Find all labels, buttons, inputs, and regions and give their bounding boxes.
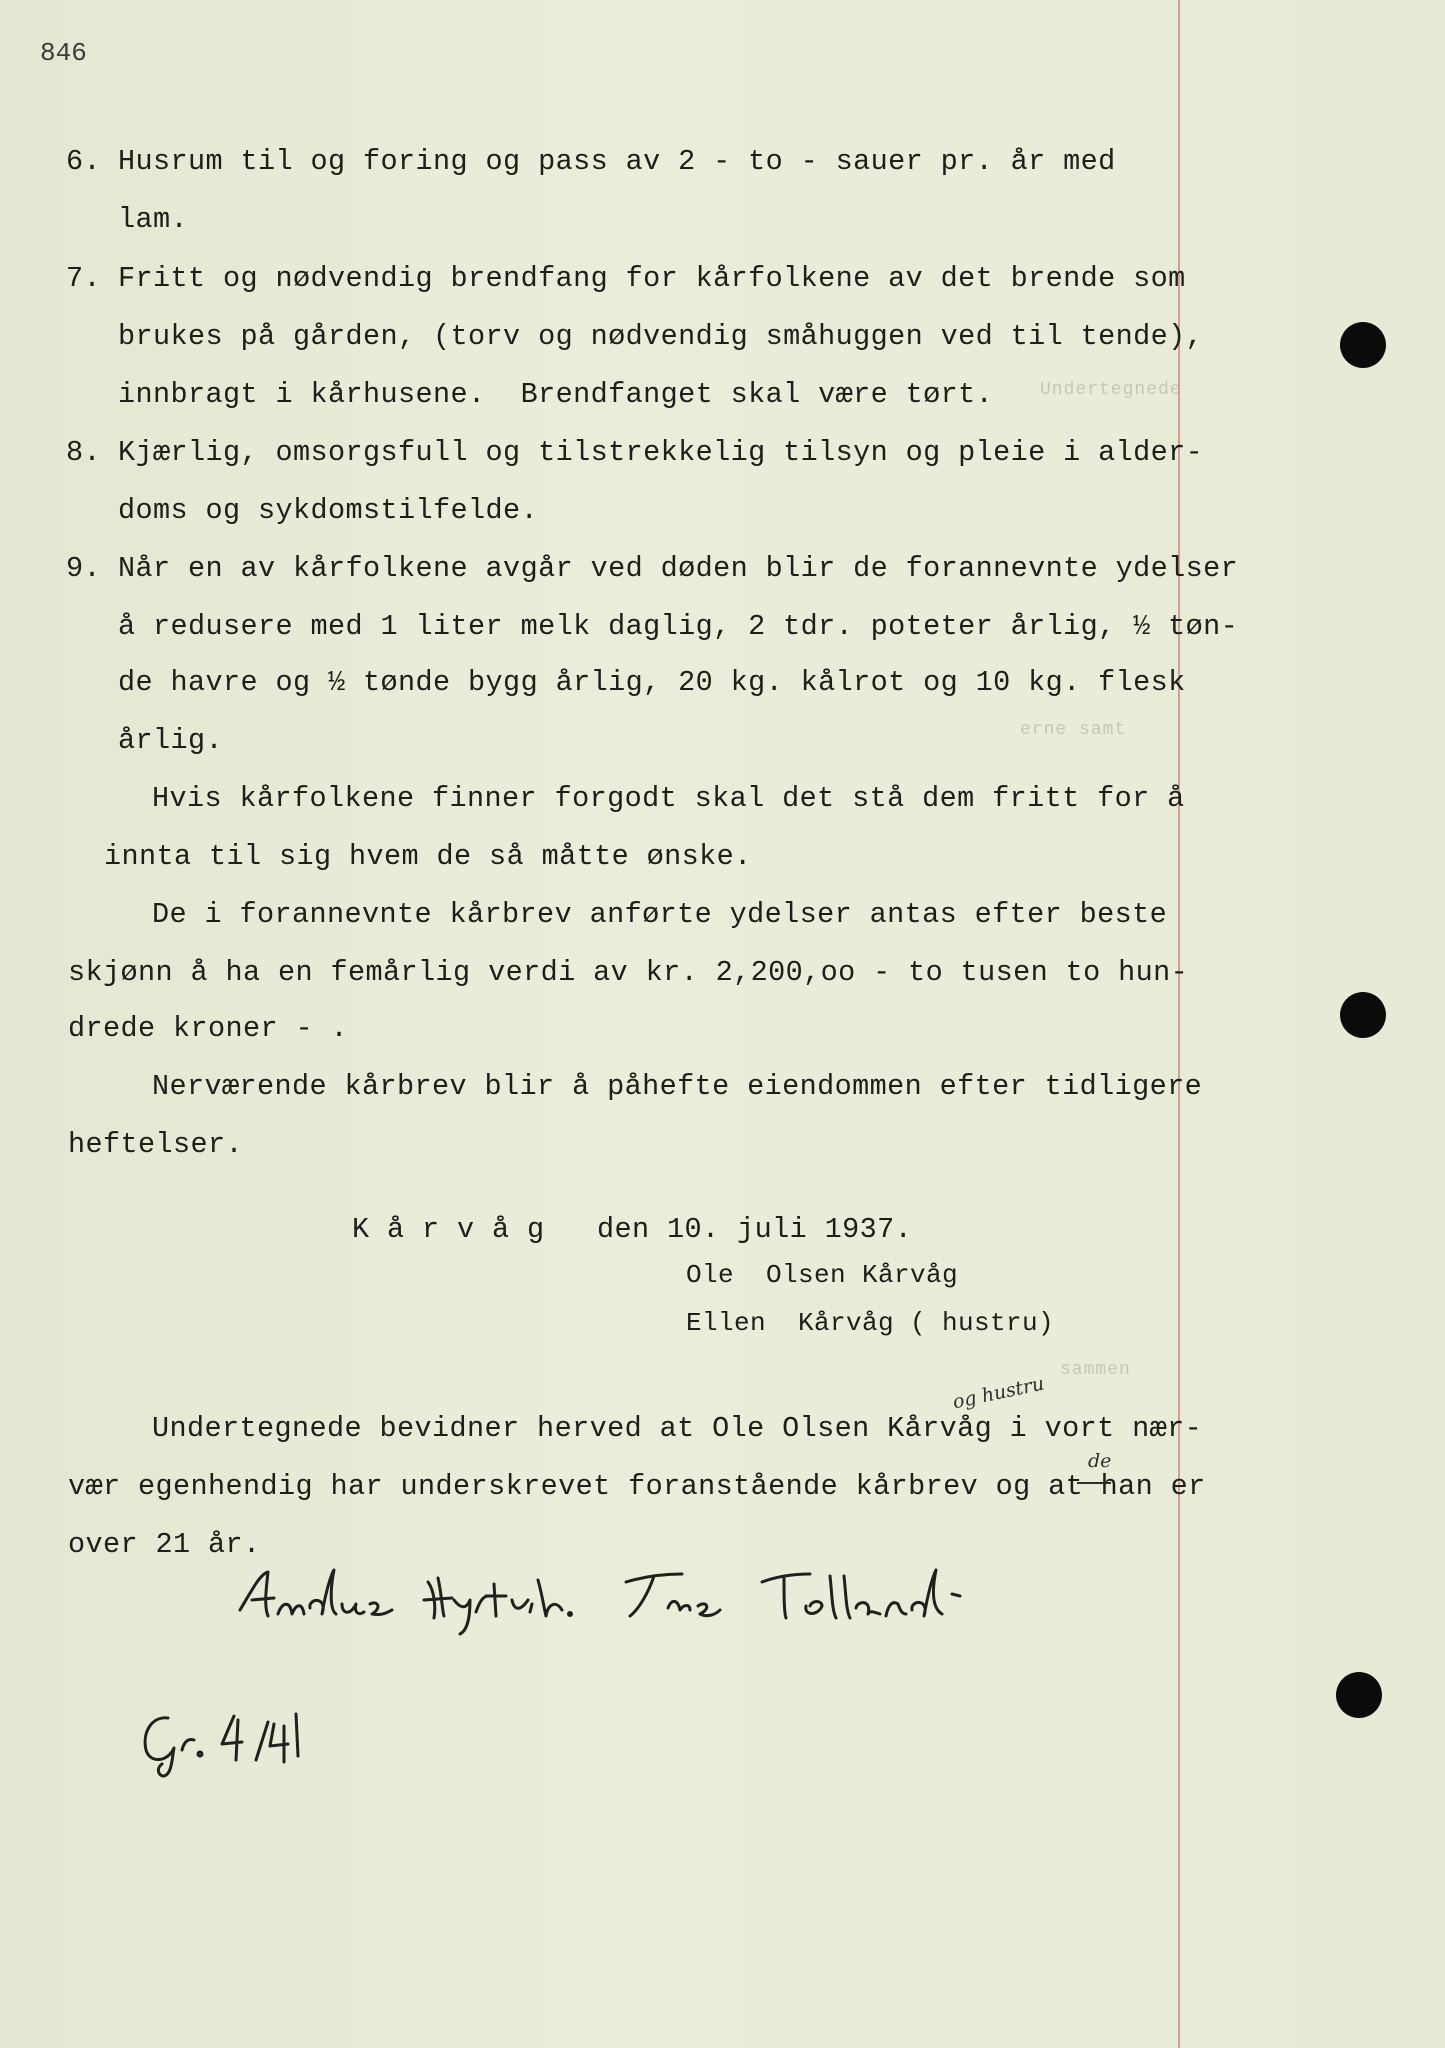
item-line: årlig. — [118, 724, 224, 757]
item-number: 9. — [66, 552, 102, 585]
punch-hole — [1340, 992, 1386, 1038]
item-line: å redusere med 1 liter melk daglig, 2 tdr. poteter årlig, ½ tøn- — [118, 610, 1239, 643]
item-line: doms og sykdomstilfelde. — [118, 494, 539, 527]
paragraph-line: heftelser. — [68, 1128, 244, 1161]
item-line: brukes på gården, (torv og nødvendig småhuggen ved til tende), — [118, 320, 1204, 353]
paragraph-line: Hvis kårfolkene finner forgodt skal det stå dem fritt for å — [152, 782, 1185, 815]
place-date: K å r v å g den 10. juli 1937. — [352, 1213, 913, 1246]
bleed-through-text: Undertegnede — [1040, 380, 1182, 400]
item-number: 8. — [66, 436, 102, 469]
witness-line: over 21 år. — [68, 1528, 261, 1561]
witness-line: Undertegnede bevidner herved at Ole Olsen Kårvåg i vort nær- — [152, 1412, 1203, 1445]
paragraph-line: Nerværende kårbrev blir å påhefte eiendommen efter tidligere — [152, 1070, 1203, 1103]
item-line: Kjærlig, omsorgsfull og tilstrekkelig tilsyn og pleie i alder- — [118, 436, 1204, 469]
bleed-through-text: sammen — [1060, 1360, 1131, 1380]
item-line: Når en av kårfolkene avgår ved døden blir de forannevnte ydelser — [118, 552, 1239, 585]
bleed-through-text: erne samt — [1020, 720, 1127, 740]
item-line: Fritt og nødvendig brendfang for kårfolkene av det brende som — [118, 262, 1186, 295]
item-line: de havre og ½ tønde bygg årlig, 20 kg. kålrot og 10 kg. flesk — [118, 666, 1186, 699]
item-number: 6. — [66, 145, 102, 178]
strike-through-mark — [1077, 1475, 1111, 1491]
signatory: Ellen Kårvåg ( hustru) — [686, 1308, 1055, 1338]
item-line: Husrum til og foring og pass av 2 - to - sauer pr. år med — [118, 145, 1116, 178]
item-number: 7. — [66, 262, 102, 295]
witness-line: vær egenhendig har underskrevet foranstående kårbrev og at han er — [68, 1470, 1206, 1503]
handwritten-insert: de — [1088, 1450, 1112, 1472]
paragraph-line: skjønn å ha en femårlig verdi av kr. 2,200,oo - to tusen to hun- — [68, 956, 1189, 989]
page-number: 846 — [40, 38, 87, 68]
marginal-note-image — [138, 1702, 338, 1782]
signatory: Ole Olsen Kårvåg — [686, 1260, 959, 1290]
paragraph-line: innta til sig hvem de så måtte ønske. — [104, 840, 752, 873]
punch-hole — [1340, 322, 1386, 368]
punch-hole — [1336, 1672, 1382, 1718]
item-line: innbragt i kårhusene. Brendfanget skal være tørt. — [118, 378, 994, 411]
margin-line — [1178, 0, 1180, 2048]
handwritten-insert: og hustru — [950, 1372, 1047, 1414]
witness-signatures-image — [238, 1560, 1038, 1640]
item-line: lam. — [118, 203, 189, 236]
paragraph-line: drede kroner - . — [68, 1012, 349, 1045]
paragraph-line: De i forannevnte kårbrev anførte ydelser antas efter beste — [152, 898, 1168, 931]
